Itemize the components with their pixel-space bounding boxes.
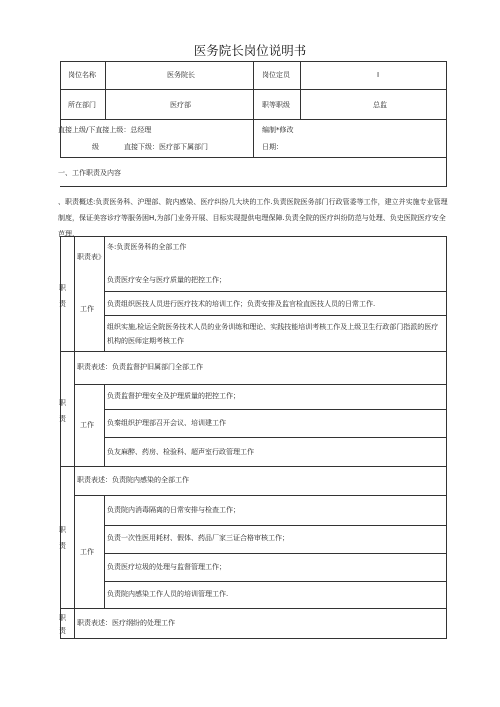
block1-item: 负责医疗安全与医疗质量的把控工作； (107, 276, 226, 284)
block1-item: 组织实施,检运全院医务技术人员的业务训练和理论、实践技能培训考核工作及上级卫生行政部门指派的医疗机构的医师定期考核工作 (107, 323, 439, 345)
block3-work-col (104, 495, 105, 608)
block2-work-label: 工作 (80, 421, 94, 429)
block1-desc-label: 职责表》 (77, 253, 105, 261)
block3-desc-label: 职责表述：负责院内感染的全部工作 (77, 476, 189, 484)
block4-desc-label: 职责表述：医疗纲纷的处理工作 (77, 619, 175, 627)
block1-label: 职 责 (59, 284, 66, 308)
label-column-line (74, 236, 75, 638)
headcount-label: 岗位定员 (262, 71, 290, 79)
section-title: 一、工作职责及内容 (58, 169, 121, 177)
block3-row-line-3 (104, 581, 447, 582)
revise-label: 编制*修改 (262, 126, 294, 134)
block1-row-line-1 (104, 291, 447, 292)
subordinate-prefix: 级 (92, 143, 99, 151)
position-name-label: 岗位名称 (68, 71, 96, 79)
grade-value: 总监 (373, 101, 387, 109)
position-name-value: 医务院长 (167, 71, 195, 79)
block-separator-1 (60, 351, 447, 352)
page-title: 医务院长岗位说明书 (193, 43, 307, 58)
block2-row-line-1 (104, 409, 447, 410)
body-line-bottom (60, 638, 447, 639)
department-value: 医疗部 (170, 101, 191, 109)
block2-desc-line (74, 384, 447, 385)
headcount-value: I (377, 71, 380, 79)
block2-label: 职 责 (59, 399, 66, 423)
block-separator-2 (60, 466, 447, 467)
header-line-4 (60, 186, 447, 187)
block-separator-3 (60, 608, 447, 609)
block1-row-line-2 (104, 315, 447, 316)
block3-item: 负责院内消毒隔离的日常安排与检查工作； (107, 506, 240, 514)
superior-text: 直接上级/下直接上级：总经理 (58, 126, 152, 134)
responsibility-overview: 、职责概述:负责医务科、沪理部、院内感染、医疗纠纷几大块的工作.负责医院医务部门行政管委等工作，建立并实施专业管理制度，保证美容诊疗等服务困H,为部门业务开展、目标实现提供电理保障.负责全院的医疗纠纷防范与处理、负史医院医疗安全芭理, (58, 198, 448, 238)
date-label: 日期： (262, 143, 283, 151)
body-line-top (60, 236, 447, 237)
block2-work-col (104, 384, 105, 466)
department-label: 所在部门 (68, 101, 96, 109)
header-line-left (60, 61, 61, 157)
block3-item: 负责一次性医用耗材、假体、药品厂家三证合格审核工作； (107, 534, 289, 542)
block2-item: 负秦组织护理部召开会议、培训建工作 (107, 419, 226, 427)
block1-item: 冬:负责医务科的全部工作 (107, 243, 187, 251)
block3-row-line-1 (104, 525, 447, 526)
block2-row-line-2 (104, 437, 447, 438)
block2-item: 负责监督护理安全及护理质量的把控工作； (107, 392, 240, 400)
block2-desc-label: 职责表述：负责监督护旧属部门全部工作 (77, 363, 203, 371)
block4-label: 职 责 (59, 614, 66, 635)
grade-label: 职等职级 (262, 101, 290, 109)
header-line-right (446, 61, 447, 186)
block3-work-label: 工作 (80, 548, 94, 556)
block3-item: 负责医疗垃圾的处理与监督管理工作； (107, 563, 226, 571)
block2-item: 负友麻醉、药房、检验科、超声室行政管理工作 (107, 448, 254, 456)
block3-label: 职 责 (59, 526, 66, 550)
block1-work-label: 工作 (80, 305, 94, 313)
block3-item: 负责院内感染工作人员的培训管理工作. (107, 590, 229, 598)
block3-row-line-2 (104, 553, 447, 554)
subordinate-text: 直接下级：医疗部下属部门 (124, 143, 208, 151)
header-line-3 (60, 157, 447, 158)
header-col-3 (300, 61, 301, 119)
block3-desc-line (74, 495, 447, 496)
header-col-2 (253, 61, 254, 157)
block1-item: 负责组织医技人员进行医疗技术的培训工作；负责安排及监官检直医技人员的日常工作. (107, 300, 376, 308)
header-col-1 (105, 61, 106, 119)
